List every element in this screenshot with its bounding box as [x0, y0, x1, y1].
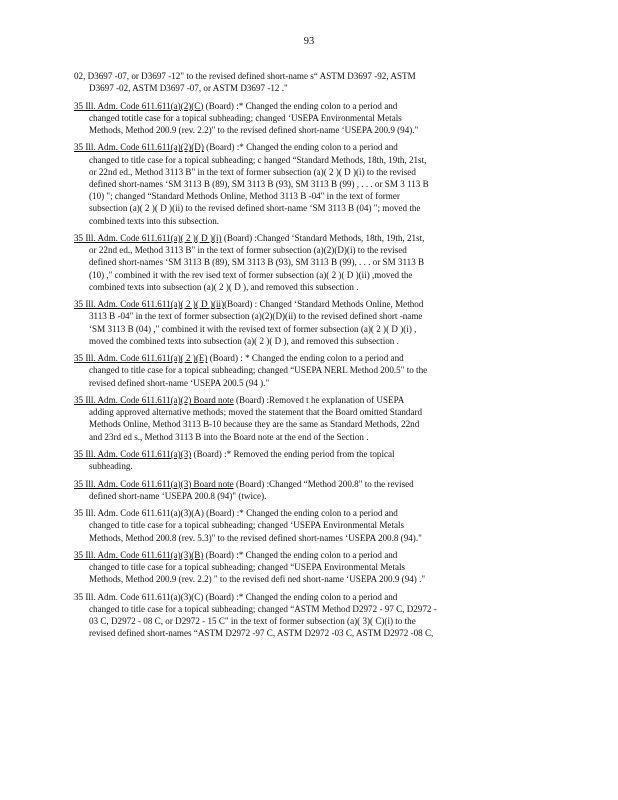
- section-citation: 35 Ill. Adm. Code 611.611(a)( 2 )( D )(ii): [74, 299, 225, 310]
- entry-text: (10) "; changed “Standard Methods Online, Method 3113 B -04" in the text of former: [89, 191, 400, 202]
- amendment-entry: [74, 591, 542, 640]
- entry-line: [74, 627, 542, 639]
- amendment-entry: [74, 448, 542, 472]
- section-citation: 35 Ill. Adm. Code 611.611(a)(2)(C): [74, 100, 204, 111]
- entry-line: [74, 256, 542, 268]
- entry-line: [74, 269, 542, 281]
- entry-text: revised defined short-name ‘USEPA 200.5 (94 ).": [89, 377, 270, 388]
- entry-line: [74, 215, 542, 227]
- entry-line: [74, 519, 542, 531]
- amendment-entry: [74, 394, 542, 443]
- entry-line: [74, 82, 542, 94]
- entry-line: [74, 406, 542, 418]
- entry-line: [74, 298, 542, 310]
- entry-text: (Board) : Changed ‘Standard Methods Online, Method: [224, 299, 424, 310]
- amendment-entry: [74, 549, 542, 586]
- section-citation: 35 Ill. Adm. Code 611.611(a)(3) Board note: [74, 478, 234, 489]
- entry-line: [74, 478, 542, 490]
- amendment-entry: [74, 100, 542, 137]
- entry-line: [74, 100, 542, 112]
- entry-text: defined short-names ‘SM 3113 B (89), SM 3113 B (93), SM 3113 B (99), . . . or SM 3113 B: [89, 257, 425, 268]
- entry-line: [74, 448, 542, 460]
- entry-line: [74, 394, 542, 406]
- entry-line: [74, 232, 542, 244]
- entry-text: 3113 B -04" in the text of former subsection (a)(2)(D)(ii) to the revised defined short -name: [89, 311, 423, 322]
- entry-line: [74, 591, 542, 603]
- entry-line: [74, 178, 542, 190]
- entry-text: (Board) : * Changed the ending colon to a period and: [207, 353, 404, 364]
- section-citation: 35 Ill. Adm. Code 611.611(a)(3)(B): [74, 549, 204, 560]
- entry-text: (Board) :* Removed the ending period from the topical: [191, 449, 395, 459]
- entry-text: 03 C, D2972 - 08 C, or D2972 - 15 C" in the text of former subsection (a)( 3)( C)(i) to the: [89, 616, 416, 627]
- entry-text: changed to title case for a topical subheading; changed “ASTM Method D2972 - 97 C, D2972 -: [89, 603, 437, 614]
- entry-text: subsection (a)( 2 )( D )(ii) to the revised defined short-name ‘SM 3113 B (04) "; moved the: [89, 203, 421, 214]
- entry-text: combined texts into this subsection.: [89, 215, 220, 226]
- entry-text: adding approved alternative methods; moved the statement that the Board omitted Standard: [89, 407, 423, 418]
- entry-text: (Board) :* Changed the ending colon to a period and: [203, 591, 398, 602]
- entry-text: subheading.: [89, 461, 133, 472]
- entry-line: [74, 507, 542, 519]
- entry-text: (Board) :* Changed the ending colon to a period and: [203, 549, 398, 560]
- entry-line: [74, 190, 542, 202]
- amendment-entry: [74, 298, 542, 347]
- entry-line: [74, 561, 542, 573]
- entry-text: or 22nd ed., Method 3113 B" in the text of former subsection (a)( 2 )( D )(i) to the revised: [89, 166, 416, 177]
- entry-text: (Board) :Changed “Method 200.8" to the revised: [233, 478, 414, 489]
- section-citation: 35 Ill. Adm. Code 611.611(a)(2) Board note: [74, 395, 234, 405]
- entry-line: [74, 202, 542, 214]
- section-citation: 35 Ill. Adm. Code 611.611(a)(3): [74, 449, 192, 459]
- entry-text: and 23rd ed s., Method 3113 B into the Board note at the end of the Section .: [89, 431, 369, 442]
- entry-text: defined short-name ‘USEPA 200.8 (94)" (twice).: [89, 490, 267, 501]
- entry-text: changed to title case for a topical subheading; changed “USEPA Environmental Metals: [89, 562, 406, 573]
- section-citation: 35 Ill. Adm. Code 611.611(a)( 2 )( D )(i): [74, 233, 222, 243]
- entry-text: changed to title case for a topical subheading; changed “USEPA NERL Method 200.5" to the: [89, 365, 428, 376]
- entry-line: [74, 549, 542, 561]
- section-citation: 35 Ill. Adm. Code 611.611(a)(3)(C): [74, 591, 204, 602]
- entry-text: defined short-names ‘SM 3113 B (89), SM 3113 B (93), SM 3113 B (99) , . . . or SM 3 113 B: [89, 179, 429, 189]
- entry-text: combined texts into subsection (a)( 2 )( D ), and removed this subsection .: [89, 281, 359, 292]
- entry-text: Methods, Method 200.9 (rev. 2.2)" to the revised defined short-name ‘USEPA 200.9 (94).": [89, 125, 419, 135]
- entry-text: D3697 -02, ASTM D3697 -07, or ASTM D3697 -12 .": [89, 83, 288, 94]
- entry-text: revised defined short-names “ASTM D2972 -97 C, ASTM D2972 -03 C, ASTM D2972 -08 C,: [89, 628, 434, 639]
- entry-text: 02, D3697 -07, or D3697 -12" to the revised defined short-name s“ ASTM D3697 -92, ASTM: [74, 71, 416, 81]
- entry-text: (Board) :* Changed the ending colon to a period and: [203, 142, 398, 153]
- entry-line: [74, 603, 542, 615]
- section-citation: 35 Ill. Adm. Code 611.611(a)(3)(A): [74, 508, 204, 519]
- amendment-entry: [74, 141, 542, 226]
- entry-line: [74, 154, 542, 166]
- entry-text: or 22nd ed., Method 3113 B" in the text of former subsection (a)(2)(D)(i) to the revised: [89, 245, 407, 256]
- entry-text: (10) ," combined it with the rev ised text of former subsection (a)( 2 )( D )(ii) ,moved the: [89, 269, 413, 280]
- entry-line: [74, 70, 542, 82]
- entry-line: [74, 323, 542, 335]
- entry-line: [74, 573, 542, 585]
- entry-text: Methods, Method 200.9 (rev. 2.2) " to the revised defi ned short-name ‘USEPA 200.9 (94) .": [89, 574, 426, 585]
- entry-text: ‘SM 3113 B (04) ," combined it with the revised text of former subsection (a)( 2 )( D )(i) ,: [89, 323, 417, 334]
- entry-line: [74, 166, 542, 178]
- entry-text: (Board) :* Changed the ending colon to a period and: [203, 508, 398, 519]
- entry-line: [74, 141, 542, 153]
- amendment-entry: [74, 478, 542, 502]
- entry-line: [74, 352, 542, 364]
- section-citation: 35 Ill. Adm. Code 611.611(a)(2)(D): [74, 142, 204, 153]
- entry-line: [74, 364, 542, 376]
- section-citation: 35 Ill. Adm. Code 611.611(a)( 2 )(E): [74, 353, 208, 364]
- entry-line: [74, 310, 542, 322]
- entry-text: changed totitle case for a topical subheading; changed ‘USEPA Environmental Metals: [89, 112, 402, 123]
- entry-line: [74, 335, 542, 347]
- amendment-list: [74, 70, 542, 645]
- entry-line: [74, 431, 542, 443]
- entry-line: [74, 377, 542, 389]
- page-number: 93: [303, 36, 315, 47]
- entry-line: [74, 490, 542, 502]
- entry-text: (Board) :Changed ‘Standard Methods, 18th, 19th, 21st,: [221, 233, 425, 243]
- entry-line: [74, 112, 542, 124]
- amendment-entry: [74, 70, 542, 94]
- entry-text: (Board) :* Changed the ending colon to a period and: [203, 100, 398, 111]
- entry-text: (Board) :Removed t he explanation of USEPA: [233, 395, 405, 405]
- amendment-entry: [74, 232, 542, 293]
- entry-text: Methods, Method 200.8 (rev. 5.3)" to the revised defined short-names ‘USEPA 200.8 (94).": [89, 532, 422, 543]
- entry-text: moved the combined texts into subsection (a)( 2 )( D ), and removed this subsection .: [89, 335, 399, 346]
- amendment-entry: [74, 507, 542, 544]
- entry-line: [74, 615, 542, 627]
- entry-line: [74, 124, 542, 136]
- entry-text: changed to title case for a topical subheading; c hanged “Standard Methods, 18th, 19th, 21st,: [89, 154, 427, 165]
- entry-line: [74, 418, 542, 430]
- entry-text: changed to title case for a topical subheading; changed ‘USEPA Environmental Metals: [89, 520, 405, 531]
- amendment-entry: [74, 352, 542, 389]
- entry-line: [74, 532, 542, 544]
- entry-line: [74, 281, 542, 293]
- entry-text: Methods Online, Method 3113 B-10 because they are the same as Standard Methods, 22nd: [89, 419, 420, 430]
- entry-line: [74, 460, 542, 472]
- entry-line: [74, 244, 542, 256]
